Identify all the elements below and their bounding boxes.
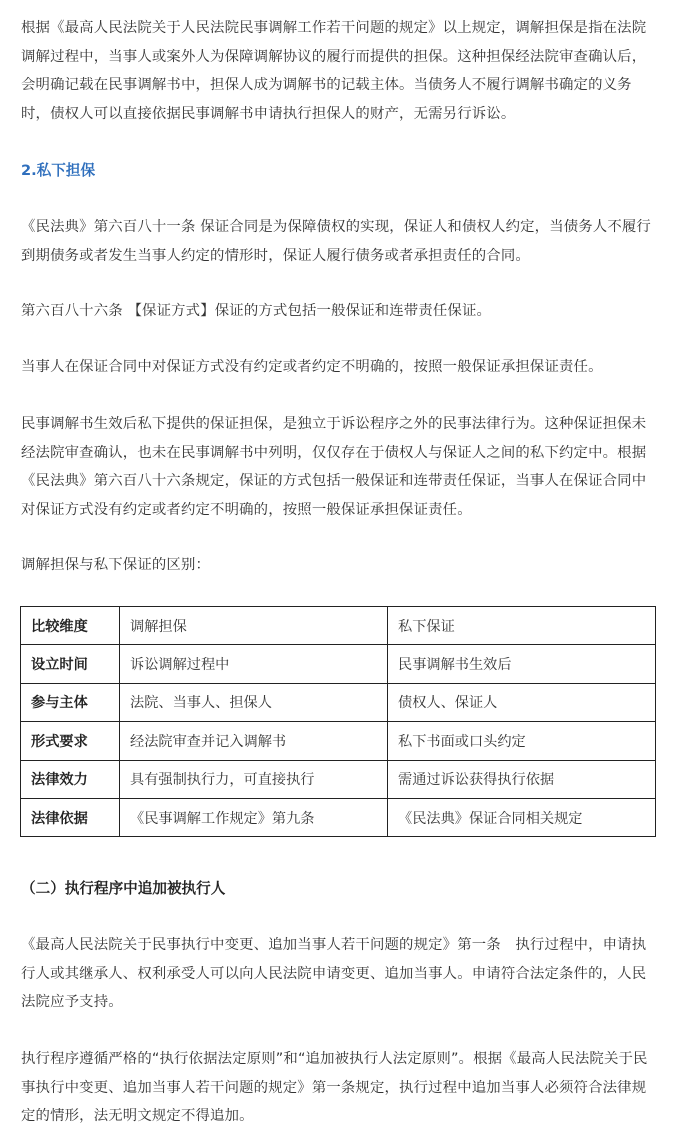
table-header-row [21,607,656,645]
table-cell: 民事调解书生效后 [388,645,656,683]
table-row [21,683,656,721]
table-cell: 法院、当事人、担保人 [120,683,388,721]
table-cell: 《民法典》保证合同相关规定 [388,798,656,836]
paragraph-civil-code-686: 第六百八十六条 【保证方式】保证的方式包括一般保证和连带责任保证。 [21,303,492,319]
table-header-cell: 调解担保 [120,607,388,645]
paragraph-spc-rule-article-1: 《最高人民法院关于民事执行中变更、追加当事人若干问题的规定》第一条 执行过程中，申请执行人或其继承人、权利承受人可以向人民法院申请变更、追加当事人。申请符合法定条件的，人民法院应予支持。 [21,937,647,1010]
table-cell: 具有强制执行力，可直接执行 [120,760,388,798]
paragraph-execution-principles: 执行程序遵循严格的“执行依据法定原则”和“追加被执行人法定原则”。根据《最高人民法院关于民事执行中变更、追加当事人若干问题的规定》第一条规定，执行过程中追加当事人必须符合法律规定的情形，法无明文规定不得追加。 [21,1051,648,1124]
table-row-label: 法律依据 [21,798,120,836]
table-cell: 《民事调解工作规定》第九条 [120,798,388,836]
table-row-label: 设立时间 [21,645,120,683]
section-heading-additional-executee: （二）执行程序中追加被执行人 [21,880,226,897]
table-header-cell: 比较维度 [21,607,120,645]
table-row [21,645,656,683]
paragraph-private-guarantee-analysis: 民事调解书生效后私下提供的保证担保，是独立于诉讼程序之外的民事法律行为。这种保证担保未经法院审查确认，也未在民事调解书中列明，仅仅存在于债权人与保证人之间的私下约定中。根据《民法典》第六百八十六条规定，保证的方式包括一般保证和连带责任保证，当事人在保证合同中对保证方式没有约定或者约定不明确的，按照一般保证承担保证责任。 [21,416,647,518]
table-row [21,722,656,760]
table-cell: 私下书面或口头约定 [388,722,656,760]
comparison-table [20,606,656,837]
paragraph-mediation-guarantee: 根据《最高人民法院关于人民法院民事调解工作若干问题的规定》以上规定，调解担保是指在法院调解过程中，当事人或案外人为保障调解协议的履行而提供的担保。这种担保经法院审查确认后，会明确记载在民事调解书中，担保人成为调解书的记载主体。当债务人不履行调解书确定的义务时，债权人可以直接依据民事调解书申请执行担保人的财产，无需另行诉讼。 [21,20,647,122]
paragraph-table-intro: 调解担保与私下保证的区别： [21,557,211,573]
table-row [21,760,656,798]
table-row-label: 形式要求 [21,722,120,760]
table-cell: 经法院审查并记入调解书 [120,722,388,760]
table-header-cell: 私下保证 [388,607,656,645]
table-cell: 需通过诉讼获得执行依据 [388,760,656,798]
table-row-label: 法律效力 [21,760,120,798]
table-cell: 诉讼调解过程中 [120,645,388,683]
paragraph-civil-code-681: 《民法典》第六百八十一条 保证合同是为保障债权的实现，保证人和债权人约定，当债务人不履行到期债务或者发生当事人约定的情形时，保证人履行债务或者承担责任的合同。 [21,219,651,264]
table-cell: 债权人、保证人 [388,683,656,721]
table-row-label: 参与主体 [21,683,120,721]
section-heading-private-guarantee: 2.私下担保 [21,162,96,179]
table-row [21,798,656,836]
paragraph-guarantee-default: 当事人在保证合同中对保证方式没有约定或者约定不明确的，按照一般保证承担保证责任。 [21,359,603,375]
